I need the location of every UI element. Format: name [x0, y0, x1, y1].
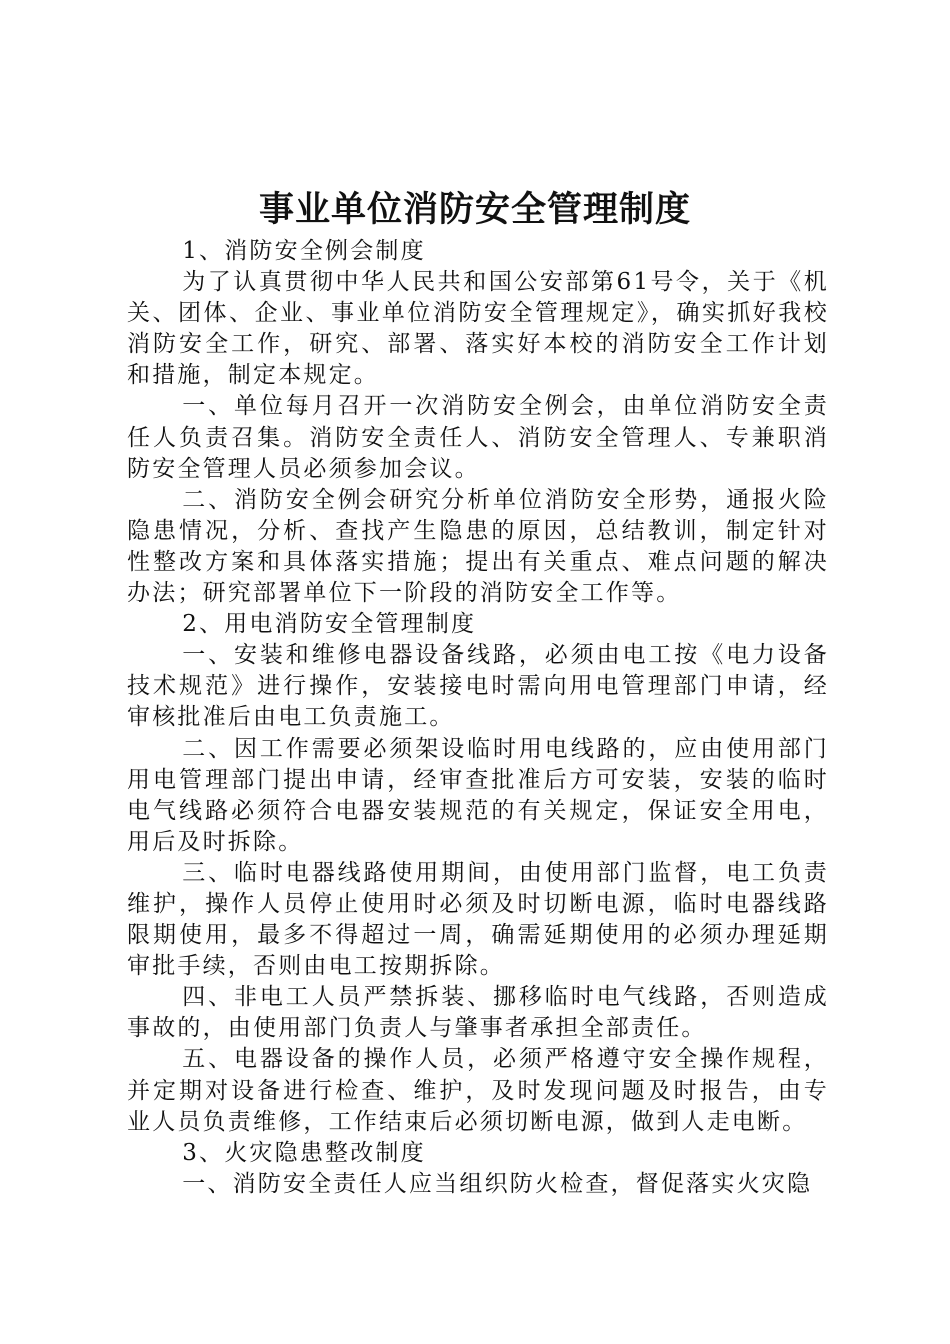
paragraph: 一、单位每月召开一次消防安全例会，由单位消防安全责任人负责召集。消防安全责任人、消防安全管理人、专兼职消防安全管理人员必须参加会议。 [127, 393, 829, 482]
section-heading: 3、火灾隐患整改制度 [182, 1139, 426, 1166]
section-heading: 2、用电消防安全管理制度 [182, 611, 477, 638]
paragraph: 四、非电工人员严禁拆装、挪移临时电气线路，否则造成事故的，由使用部门负责人与肇事者承担全部责任。 [127, 984, 829, 1042]
paragraph: 五、电器设备的操作人员，必须严格遵守安全操作规程，并定期对设备进行检查、维护，及时发现问题及时报告，由专业人员负责维修，工作结束后必须切断电源，做到人走电断。 [127, 1046, 829, 1135]
document-body [127, 236, 829, 1200]
paragraph: 二、消防安全例会研究分析单位消防安全形势，通报火险隐患情况，分析、查找产生隐患的原因，总结教训，制定针对性整改方案和具体落实措施；提出有关重点、难点问题的解决办法；研究部署单位下一阶段的消防安全工作等。 [127, 486, 829, 607]
paragraph: 为了认真贯彻中华人民共和国公安部第61号令，关于《机关、团体、企业、事业单位消防安全管理规定》，确实抓好我校消防安全工作，研究、部署、落实好本校的消防安全工作计划和措施，制定本规定。 [127, 269, 829, 389]
paragraph: 一、安装和维修电器设备线路，必须由电工按《电力设备技术规范》进行操作，安装接电时需向用电管理部门申请，经审核批准后由电工负责施工。 [127, 642, 829, 731]
paragraph: 二、因工作需要必须架设临时用电线路的，应由使用部门用电管理部门提出申请，经审查批准后方可安装，安装的临时电气线路必须符合电器安装规范的有关规定，保证安全用电，用后及时拆除。 [127, 735, 829, 855]
section-heading: 1、消防安全例会制度 [182, 238, 426, 264]
paragraph: 三、临时电器线路使用期间，由使用部门监督，电工负责维护，操作人员停止使用时必须及时切断电源，临时电器线路限期使用，最多不得超过一周，确需延期使用的必须办理延期审批手续，否则由电工按期拆除。 [127, 859, 829, 980]
paragraph: 一、消防安全责任人应当组织防火检查，督促落实火灾隐 [182, 1170, 813, 1197]
document-title: 事业单位消防安全管理制度 [258, 190, 691, 230]
